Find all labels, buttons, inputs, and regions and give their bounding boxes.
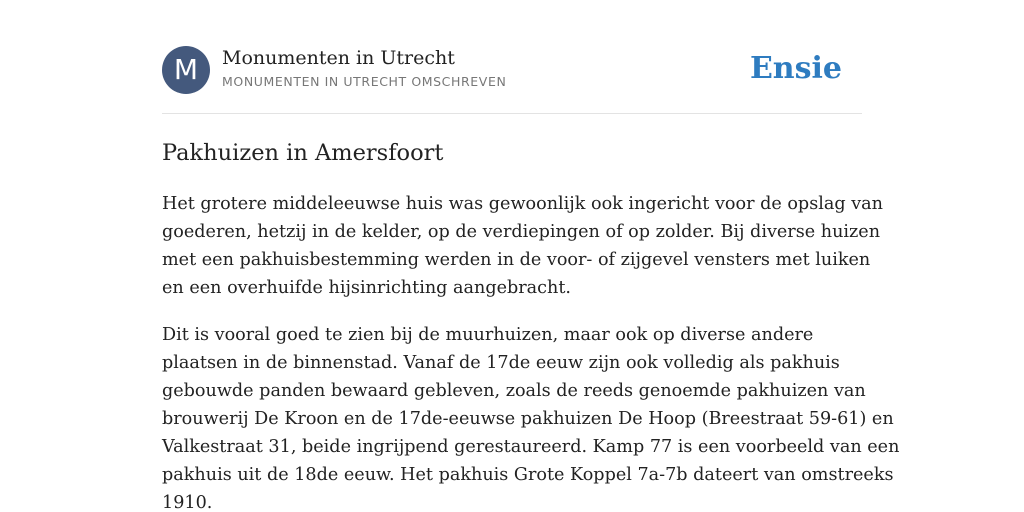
paragraph-line: gebouwde panden bewaard gebleven, zoals de reeds genoemde pakhuizen van	[162, 381, 866, 401]
paragraph-line: 1910.	[162, 493, 213, 512]
paragraph-line: Het grotere middeleeuwse huis was gewoonlijk ook ingericht voor de opslag van	[162, 194, 883, 214]
paragraph-line: pakhuis uit de 18de eeuw. Het pakhuis Grote Koppel 7a-7b dateert van omstreeks	[162, 465, 894, 485]
paragraph-line: Dit is vooral goed te zien bij de muurhuizen, maar ook op diverse andere	[162, 325, 814, 345]
paragraph-line: en een overhuifde hijsinrichting aangebracht.	[162, 278, 572, 298]
article-paragraph-1	[162, 190, 883, 302]
paragraph-line: brouwerij De Kroon en de 17de-eeuwse pakhuizen De Hoop (Breestraat 59-61) en	[162, 409, 894, 429]
paragraph-line: met een pakhuisbestemming werden in de voor- of zijgevel vensters met luiken	[162, 250, 871, 270]
site-header	[162, 46, 862, 96]
paragraph-line: goederen, hetzij in de kelder, op de verdiepingen of op zolder. Bij diverse huizen	[162, 222, 881, 242]
site-subtitle: MONUMENTEN IN UTRECHT OMSCHREVEN	[222, 74, 507, 89]
paragraph-line: Valkestraat 31, beide ingrijpend gerestaureerd. Kamp 77 is een voorbeeld van een	[162, 437, 900, 457]
site-title-link[interactable]: Monumenten in Utrecht	[222, 47, 455, 69]
site-avatar[interactable]: M	[162, 46, 210, 94]
article-paragraph-2	[162, 321, 900, 512]
paragraph-line: plaatsen in de binnenstad. Vanaf de 17de eeuw zijn ook volledig als pakhuis	[162, 353, 840, 373]
article-title: Pakhuizen in Amersfoort	[162, 140, 444, 166]
header-divider	[162, 113, 862, 114]
ensie-logo-link[interactable]: Ensie	[749, 51, 842, 86]
